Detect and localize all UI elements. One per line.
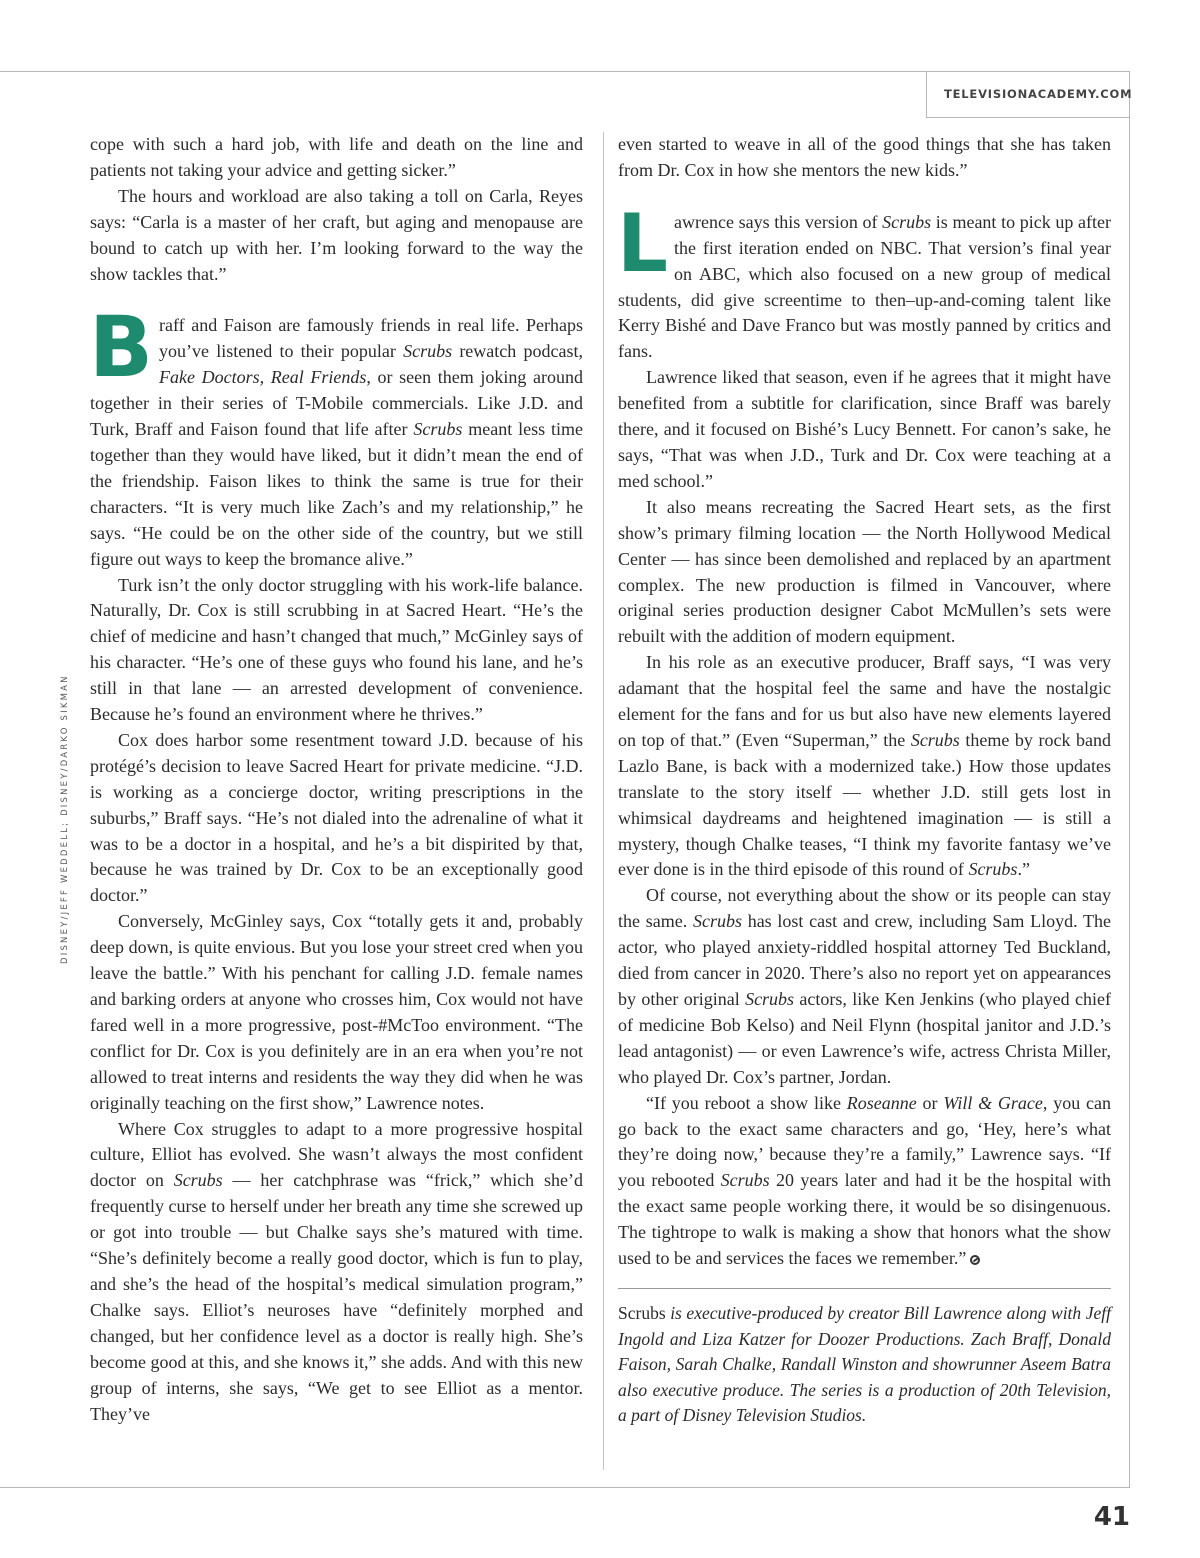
italic-title: Fake Doctors, Real Friends (159, 367, 367, 388)
text-run: or (916, 1092, 944, 1113)
production-note (618, 1301, 1111, 1429)
paragraph: Lawrence liked that season, even if he agrees that it might have benefited from a subtitle for clarification, since Braff was barely there, and it focused on Bishé’s Lucy Bennett. For canon’s sake, he says, “That was when J.D., Turk and Dr. Cox were teaching at a med school.” (618, 367, 1111, 491)
page-number: 41 (1093, 1502, 1130, 1532)
paragraph: Cox does harbor some resentment toward J.D. because of his protégé’s decision to leave Sacred Heart for private medicine. “J.D. is working as a concierge doctor, writing prescriptions in the suburbs,” Braff says. “He’s not dialed into the adrenaline of what it was to be a doctor in a hospital, and he’s a bit dispirited by that, because he was trained by Dr. Cox to be an exceptionally good doctor.” (90, 729, 583, 906)
site-name: TELEVISIONACADEMY.COM (944, 87, 1133, 101)
text-run: — her catchphrase was “frick,” which she’d frequently curse to herself under her breath any time she screwed up or got into trouble — but Chalke says she’s matured with time. “She’s definitely become a really good doctor, which is fun to play, and she’s the head of the hospital’s medical simulation program,” Chalke says. Elliot’s neuroses have “definitely morphed and changed, but her confidence level as a doctor is really high. She’s become good at this, and she knows it,” she adds. And with this new group of interns, she says, “We get to see Elliot as a mentor. They’ve (90, 1170, 583, 1424)
text-run: actors, like Ken Jenkins (who played chief of medicine Bob Kelso) and Neil Flynn (hospital janitor and J.D.’s lead antagonist) — or even Lawrence’s wife, actress Christa Miller, who played Dr. Cox’s partner, Jordan. (618, 989, 1111, 1087)
text-run: In his role as an executive producer, Braff says, “I was very adamant that the hospital feel the same and have the nostalgic element for the fans and for us but also have new elements layered on top of that.” (Even “Superman,” the (618, 652, 1111, 750)
text-run: has lost cast and crew, including Sam Lloyd. The actor, who played anxiety-riddled hospital attorney Ted Buckland, died from cancer in 2020. There’s also no report yet on appearances by other original (618, 911, 1111, 1009)
italic-title: Scrubs (745, 989, 795, 1009)
text-run: is meant to pick up after the first iteration ended on NBC. That version’s final year on ABC, which also focused on a new group of medical students, did give screentime to then–up-and-coming talent like Kerry Bishé and Dave Franco but was mostly panned by critics and fans. (618, 211, 1111, 362)
italic-title: Roseanne (846, 1092, 917, 1113)
italic-title: Scrubs (173, 1170, 223, 1191)
paragraph-dropcap (89, 298, 583, 572)
note-title: Scrubs (618, 1302, 666, 1323)
italic-title: Scrubs (720, 1170, 770, 1191)
photo-credit: DISNEY/JEFF WEDDELL; DISNEY/DARKO SIKMAN (60, 674, 70, 964)
paragraph: cope with such a hard job, with life and death on the line and patients not taking your advice and getting sicker.” (90, 134, 583, 180)
paragraph: even started to weave in all of the good things that she has taken from Dr. Cox in how she mentors the new kids.” (618, 134, 1111, 180)
text-run: 20 years later and had it be the hospital with the exact same people working there, it would be so disingenuous. The tightrope to walk is making a show that honors what the show used to be and services the faces we remember.” (618, 1170, 1111, 1269)
paragraph: It also means recreating the Sacred Heart sets, as the first show’s primary filming location — the North Hollywood Medical Center — has since been demolished and replaced by an apartment complex. The new production is filmed in Vancouver, where original series production designer Cabot McMullen’s sets were rebuilt with the addition of modern equipment. (618, 496, 1111, 647)
text-run: awrence says this version of (673, 211, 883, 232)
note-rule (618, 1288, 1111, 1289)
text-run: , or seen them joking around together in their series of T-Mobile commercials. Like J.D. and Turk, Braff and Faison found that life after (90, 367, 583, 440)
text-run: Of course, not everything about the show or its people can stay the same. (618, 885, 1111, 932)
note-text: is executive-produced by creator Bill Lawrence along with Jeff Ingold and Liza Katzer for Doozer Productions. Zach Braff, Donald Faison, Sarah Chalke, Randall Winston and showrunner Aseem Batra also executive produce. The series is a production of 20th Television, a part of Disney Television Studios. (618, 1302, 1111, 1426)
italic-title: Scrubs (413, 419, 463, 440)
paragraph: Conversely, McGinley says, Cox “totally gets it and, probably deep down, is quite envious. But you lose your street cred when you leave the battle.” With his penchant for calling J.D. female names and barking orders at anyone who crosses him, Cox would not have fared well in a more progressive, post-#McToo environment. “The conflict for Dr. Cox is you definitely are in an era when you’re not allowed to treat interns and residents the way they did when he was originally teaching on the first show,” Lawrence notes. (90, 911, 583, 1113)
text-run: , you can go back to the exact same characters and go, ‘Hey, here’s what they’re doing now,’ because they’re a family,” Lawrence says. “If you rebooted (618, 1092, 1111, 1191)
text-run: rewatch podcast, (452, 341, 583, 362)
text-run: .” (1017, 859, 1030, 880)
italic-title: Scrubs (968, 859, 1018, 880)
text-run: “If you reboot a show like (646, 1092, 847, 1113)
text-run: meant less time together than they would have liked, but it didn’t mean the end of the friendship. Faison likes to think the same is true for their characters. “It is very much like Zach’s and my relationship,” he says. “He could be on the other side of the country, but we still figure out ways to keep the bromance alive.” (90, 419, 583, 569)
end-mark-icon (970, 1255, 980, 1265)
dropcap: L (617, 196, 668, 290)
paragraph (618, 650, 1111, 883)
paragraph (90, 1117, 583, 1428)
text-run: theme by rock band Lazlo Bane, is back with a modernized take.) How those updates translate to the story itself — whether J.D. still gets lost in whimsical daydreams and heightened imagination — is still a mystery, though Chalke teases, “I think my favorite fantasy we’ve ever done is in the third episode of this round of (618, 729, 1111, 880)
frame-right-rule (1129, 71, 1130, 1487)
right-column (618, 132, 1111, 1429)
italic-title: Will & Grace (943, 1092, 1043, 1113)
italic-title: Scrubs (403, 341, 453, 362)
text-run: raff and Faison are famously friends in real life. Perhaps you’ve listened to their popular (159, 315, 583, 362)
paragraph: The hours and workload are also taking a toll on Carla, Reyes says: “Carla is a master of her craft, but aging and menopause are bound to catch up with her. I’m looking forward to the way the show tackles that.” (90, 185, 583, 284)
italic-title: Scrubs (910, 729, 960, 750)
text-run: Where Cox struggles to adapt to a more progressive hospital culture, Elliot has evolved. She wasn’t always the most confident doctor on (90, 1118, 583, 1191)
dropcap: B (89, 298, 154, 397)
paragraph (618, 1091, 1111, 1272)
paragraph-dropcap (617, 196, 1111, 365)
column-divider (603, 132, 604, 1470)
paragraph: Turk isn’t the only doctor struggling with his work-life balance. Naturally, Dr. Cox is still scrubbing in at Sacred Heart. “He’s the chief of medicine and hasn’t changed that much,” McGinley says of his character. “He’s one of these guys who found his lane, and he’s still in that lane — an arrested development of convenience. Because he’s found an environment where he thrives.” (90, 574, 583, 725)
paragraph (618, 883, 1111, 1090)
frame-bottom-rule (0, 1487, 1130, 1488)
italic-title: Scrubs (692, 911, 742, 932)
left-column (90, 132, 583, 1427)
italic-title: Scrubs (882, 211, 932, 232)
